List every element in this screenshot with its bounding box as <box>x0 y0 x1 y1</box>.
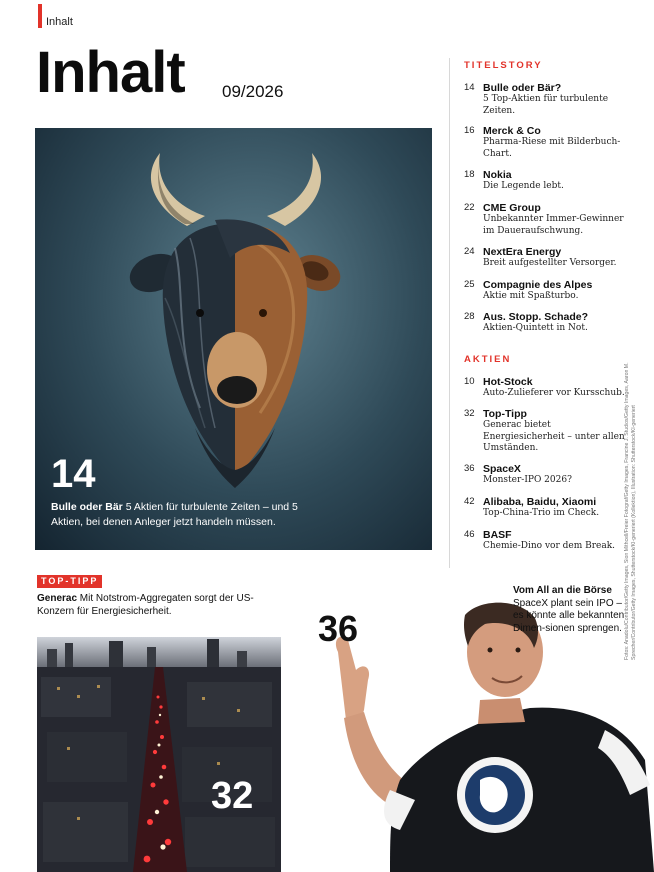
toc-entry-desc: Monster-IPO 2026? <box>483 475 572 485</box>
hero-bull-bear-image[interactable] <box>35 128 432 550</box>
toc-entry-page: 42 <box>464 496 475 507</box>
toc-entry-title: SpaceX <box>483 463 521 475</box>
header-label: Inhalt <box>46 16 73 28</box>
hero-page-number: 14 <box>51 452 96 496</box>
city-street-illustration <box>37 637 281 872</box>
toc-entry-page: 28 <box>464 311 475 322</box>
top-tipp-page-number: 32 <box>211 775 254 817</box>
toc-entry-title: Bulle oder Bär? <box>483 82 562 94</box>
toc-entry-page: 36 <box>464 463 475 474</box>
toc-entry-page: 18 <box>464 169 475 180</box>
toc-section-heading: TITELSTORY <box>464 60 543 71</box>
spacex-teaser <box>513 585 625 635</box>
toc-entry-desc: Top-China-Trio im Check. <box>483 508 600 518</box>
toc-entry-title: BASF <box>483 529 512 541</box>
top-tipp-text <box>37 593 277 618</box>
toc-entry-page: 14 <box>464 82 475 93</box>
toc-entry-page: 46 <box>464 529 475 540</box>
toc-entry-page: 22 <box>464 202 475 213</box>
header-accent-bar <box>38 4 42 28</box>
toc-entry-title: NextEra Energy <box>483 246 562 258</box>
toc-entry-title: CME Group <box>483 202 541 214</box>
spacex-teaser-bold: Vom All an die Börse <box>513 585 612 596</box>
toc-entry-desc: Unbekannter Immer-Gewinner im Daueraufschwung. <box>483 214 624 236</box>
toc-entry-title: Top-Tipp <box>483 408 527 420</box>
toc-entry-desc: Aktien-Quintett in Not. <box>483 323 588 333</box>
toc-entry-page: 25 <box>464 279 475 290</box>
top-tipp-body: Mit Notstrom-Aggregaten sorgt der US-Konzern für Energiesicherheit. <box>37 593 254 617</box>
top-tipp-bold: Generac <box>37 593 78 604</box>
toc-entry-page: 16 <box>464 125 475 136</box>
toc-entry-title: Aus. Stopp. Schade? <box>483 311 589 323</box>
photo-credits-text: Fotos: Anadolu/Contributor/Getty Images, Sion Mithcell/Freier Fotograf/Getty Images, Francine J. Studios/Getty Images, Aaron M. Sprecher/Contributor/Getty Images, Shutterstock/KI-generiert (Kollektion), Illustration: Shutterstock/KI-generiert <box>624 362 637 660</box>
toc-entry-desc: Chemie-Dino vor dem Break. <box>483 541 616 551</box>
spacex-teaser-body: SpaceX plant sein IPO – es könnte alle bekannten Dimen-sionen sprengen. <box>513 597 625 634</box>
hero-caption-bold: Bulle oder Bär <box>51 501 123 513</box>
toc-entry-title: Merck & Co <box>483 125 541 137</box>
toc-entry-title: Hot-Stock <box>483 376 533 388</box>
spacex-page-number: 36 <box>318 608 359 649</box>
toc-entry-desc: Aktie mit Spaßturbo. <box>483 291 579 301</box>
toc-entry-desc: 5 Top-Aktien für turbulente Zeiten. <box>483 94 609 116</box>
toc-entry-desc: Breit aufgestellter Versorger. <box>483 258 617 268</box>
toc-entry-page: 10 <box>464 376 475 387</box>
toc-entry-page: 32 <box>464 408 475 419</box>
toc-entry-desc: Die Legende lebt. <box>483 181 564 191</box>
toc-entry-desc: Pharma-Riese mit Bilderbuch-Chart. <box>483 137 621 159</box>
page-title: Inhalt <box>36 40 185 105</box>
toc-entry-title: Nokia <box>483 169 512 181</box>
toc-divider <box>449 58 450 568</box>
hero-caption <box>51 500 321 530</box>
toc-entry-desc: Generac bietet Energiesicherheit – unter allen Umständen. <box>483 420 625 453</box>
issue-number: 09/2026 <box>222 82 284 101</box>
top-tipp-badge: TOP-TIPP <box>37 575 102 588</box>
city-night-image[interactable] <box>37 637 281 872</box>
toc-entry-title: Compagnie des Alpes <box>483 279 593 291</box>
toc-entry-page: 24 <box>464 246 475 257</box>
toc-entry-title: Alibaba, Baidu, Xiaomi <box>483 496 597 508</box>
toc-section-heading: AKTIEN <box>464 354 512 365</box>
hero-caption-text: 5 Aktien für turbulente Zeiten – und 5 Aktien, bei denen Anleger jetzt handeln müssen. <box>51 501 298 528</box>
toc-entry-desc: Auto-Zulieferer vor Kursschub. <box>483 388 625 398</box>
